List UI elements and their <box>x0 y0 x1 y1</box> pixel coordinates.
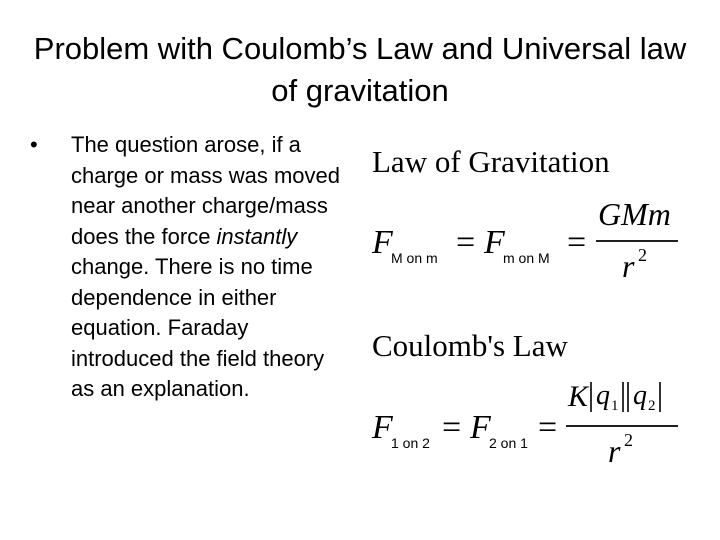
coulomb-force-symbol-2: F <box>470 409 491 446</box>
gravitation-subscript-1: M on m <box>391 250 438 266</box>
coulomb-formula <box>360 370 700 470</box>
coulomb-equals-1: = <box>442 409 462 446</box>
gravitation-equals-2: = <box>567 224 587 261</box>
bullet-marker: • <box>30 132 38 157</box>
bullet-text-end: change. There is no time dependence in either equation. Faraday introduced the field theory as an explanation. <box>71 254 325 401</box>
equations-panel <box>360 130 700 470</box>
coulomb-equals-2: = <box>538 409 558 446</box>
bullet-list <box>30 130 350 405</box>
bullet-text-start: The question arose, if a charge or mass was moved near another charge/mass does the force <box>71 132 340 249</box>
coulomb-denominator: r <box>608 433 621 469</box>
coulomb-force-symbol-1: F <box>372 409 393 446</box>
gravitation-subscript-2: m on M <box>503 250 550 266</box>
gravitation-force-symbol-1: F <box>372 224 393 261</box>
coulomb-heading: Coulomb's Law <box>372 328 568 363</box>
gravitation-equals-1: = <box>456 224 476 261</box>
gravitation-formula <box>360 185 700 285</box>
gravitation-numerator: GMm <box>598 196 671 232</box>
gravitation-denominator: r <box>622 248 635 284</box>
coulomb-subscript-1: 1 on 2 <box>391 435 430 451</box>
gravitation-heading: Law of Gravitation <box>372 144 610 179</box>
bullet-text-italic: instantly <box>216 223 298 249</box>
coulomb-charge-q2: q <box>633 380 647 411</box>
coulomb-charge-q2-subscript: 2 <box>648 398 656 414</box>
coulomb-subscript-2: 2 on 1 <box>489 435 528 451</box>
bullet-item <box>71 130 350 405</box>
coulomb-constant-k: K <box>568 380 589 413</box>
coulomb-charge-q1-subscript: 1 <box>611 398 619 414</box>
gravitation-exponent: 2 <box>638 245 647 265</box>
slide-title: Problem with Coulomb’s Law and Universal law of gravitation <box>33 31 687 108</box>
gravitation-force-symbol-2: F <box>484 224 505 261</box>
coulomb-charge-q1: q <box>596 380 610 411</box>
coulomb-exponent: 2 <box>624 430 633 450</box>
